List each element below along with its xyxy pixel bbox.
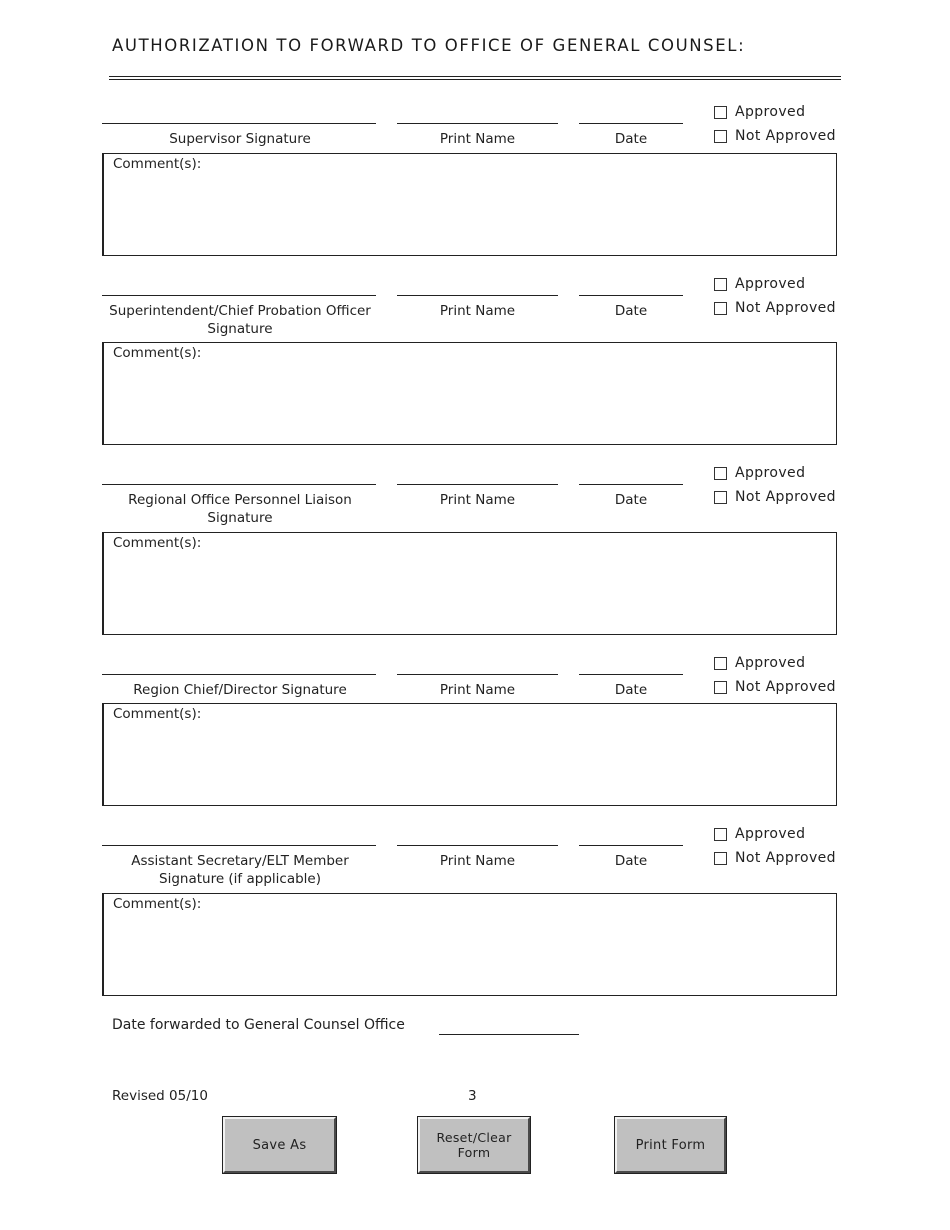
comments-label: Comment(s):: [113, 156, 202, 172]
approved-label: Approved: [735, 655, 806, 671]
signature-line[interactable]: [102, 484, 376, 485]
signature-label: Superintendent/Chief Probation Officer Signature: [109, 303, 371, 337]
not-approved-checkbox[interactable]: [714, 852, 727, 865]
print-form-button[interactable]: Print Form: [615, 1117, 726, 1173]
date-line[interactable]: [579, 123, 683, 124]
print-name-line[interactable]: [397, 484, 558, 485]
not-approved-option[interactable]: [714, 489, 836, 505]
page-number: 3: [468, 1088, 477, 1104]
signature-line[interactable]: [102, 295, 376, 296]
print-name-line[interactable]: [397, 295, 558, 296]
date-label: Date: [614, 682, 648, 698]
date-label: Date: [614, 853, 648, 869]
approval-section-superintendent: [0, 276, 950, 475]
title-divider: [109, 76, 841, 77]
comments-label: Comment(s):: [113, 535, 202, 551]
approved-checkbox[interactable]: [714, 828, 727, 841]
comments-box[interactable]: [102, 342, 837, 445]
approval-section-region-chief: [0, 655, 950, 854]
approved-label: Approved: [735, 104, 806, 120]
not-approved-option[interactable]: [714, 300, 836, 316]
signature-label: Assistant Secretary/ELT Member Signature (if applicable): [131, 853, 349, 887]
approved-label: Approved: [735, 276, 806, 292]
print-name-line[interactable]: [397, 845, 558, 846]
not-approved-label: Not Approved: [735, 128, 836, 144]
signature-label: Regional Office Personnel Liaison Signature: [128, 492, 352, 526]
not-approved-option[interactable]: [714, 128, 836, 144]
signature-line[interactable]: [102, 123, 376, 124]
save-as-button[interactable]: Save As: [223, 1117, 336, 1173]
not-approved-label: Not Approved: [735, 850, 836, 866]
date-forwarded-label: Date forwarded to General Counsel Office: [112, 1017, 405, 1033]
print-name-line[interactable]: [397, 674, 558, 675]
not-approved-label: Not Approved: [735, 300, 836, 316]
approved-option[interactable]: [714, 826, 805, 842]
approval-section-supervisor: [0, 104, 950, 303]
approved-label: Approved: [735, 465, 806, 481]
comments-box[interactable]: [102, 532, 837, 635]
not-approved-checkbox[interactable]: [714, 681, 727, 694]
approval-section-regional-liaison: [0, 465, 950, 664]
not-approved-checkbox[interactable]: [714, 302, 727, 315]
comments-label: Comment(s):: [113, 896, 202, 912]
date-line[interactable]: [579, 845, 683, 846]
approved-label: Approved: [735, 826, 806, 842]
print-name-label: Print Name: [439, 853, 516, 869]
approval-section-assistant-secretary: [0, 826, 950, 1025]
date-line[interactable]: [579, 484, 683, 485]
date-label: Date: [614, 131, 648, 147]
comments-box[interactable]: [102, 893, 837, 996]
approved-option[interactable]: [714, 655, 805, 671]
comments-label: Comment(s):: [113, 345, 202, 361]
approved-option[interactable]: [714, 465, 805, 481]
print-name-label: Print Name: [439, 303, 516, 319]
approved-checkbox[interactable]: [714, 106, 727, 119]
print-name-label: Print Name: [439, 682, 516, 698]
comments-label: Comment(s):: [113, 706, 202, 722]
date-forwarded-field[interactable]: [439, 1034, 579, 1035]
signature-line[interactable]: [102, 845, 376, 846]
print-name-line[interactable]: [397, 123, 558, 124]
approved-option[interactable]: [714, 276, 805, 292]
signature-label: Region Chief/Director Signature: [133, 682, 347, 698]
date-label: Date: [614, 492, 648, 508]
signature-label: Supervisor Signature: [169, 131, 311, 147]
title-divider-double: [109, 79, 841, 80]
not-approved-label: Not Approved: [735, 489, 836, 505]
date-line[interactable]: [579, 295, 683, 296]
revision-note: Revised 05/10: [112, 1088, 208, 1104]
print-name-label: Print Name: [439, 131, 516, 147]
comments-box[interactable]: [102, 703, 837, 806]
approved-option[interactable]: [714, 104, 805, 120]
signature-line[interactable]: [102, 674, 376, 675]
date-line[interactable]: [579, 674, 683, 675]
date-label: Date: [614, 303, 648, 319]
approved-checkbox[interactable]: [714, 657, 727, 670]
not-approved-option[interactable]: [714, 850, 836, 866]
reset-clear-form-button[interactable]: Reset/Clear Form: [418, 1117, 530, 1173]
not-approved-label: Not Approved: [735, 679, 836, 695]
not-approved-checkbox[interactable]: [714, 491, 727, 504]
approved-checkbox[interactable]: [714, 278, 727, 291]
not-approved-checkbox[interactable]: [714, 130, 727, 143]
approved-checkbox[interactable]: [714, 467, 727, 480]
not-approved-option[interactable]: [714, 679, 836, 695]
comments-box[interactable]: [102, 153, 837, 256]
form-title: AUTHORIZATION TO FORWARD TO OFFICE OF GENERAL COUNSEL:: [112, 36, 746, 55]
print-name-label: Print Name: [439, 492, 516, 508]
